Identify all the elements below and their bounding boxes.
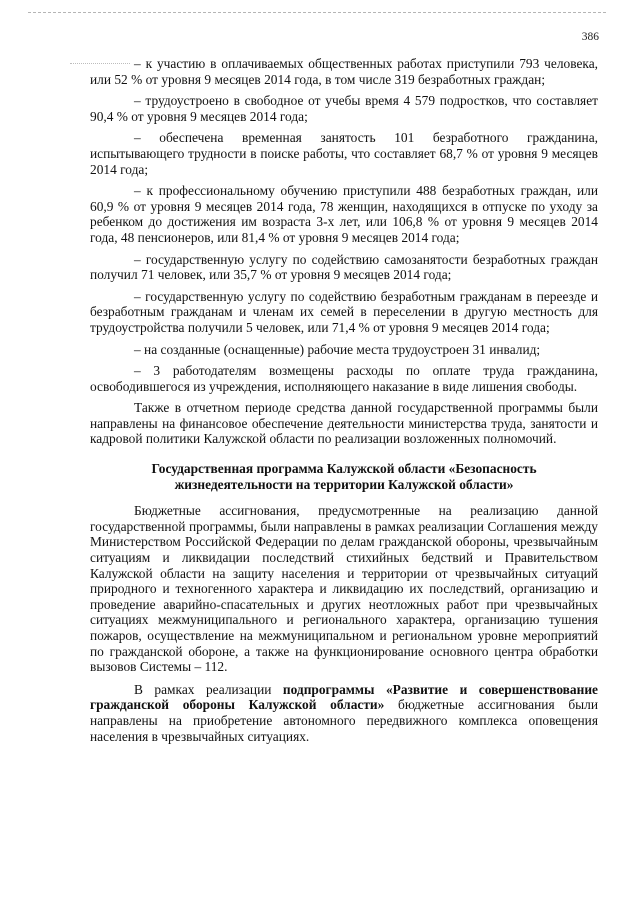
section-heading xyxy=(90,461,598,492)
scan-artifact-line xyxy=(28,12,606,13)
list-item: – на созданные (оснащенные) рабочие места трудоустроен 31 инвалид; xyxy=(134,341,541,357)
list-item: – трудоустроено в свободное от учебы время 4 579 подростков, что составляет 90,4 % от уровня 9 месяцев 2014 года; xyxy=(90,93,598,124)
paragraph-also: Также в отчетном периоде средства данной государственной программы были направлены на финансовое обеспечение деятельности министерства труда, занятости и кадровой политики Калужской области по реализации возложенных полномочий. xyxy=(90,400,598,447)
paragraph-subprogram xyxy=(90,682,598,744)
section-heading-line-1: Государственная программа Калужской области «Безопасность xyxy=(151,461,537,477)
subprogram-text-after: бюджетные ассигнования были направлены на приобретение автономного передвижного комплекса оповещения населения в чрезвычайных ситуациях. xyxy=(90,697,598,744)
document-body xyxy=(90,56,598,751)
list-item: – государственную услугу по содействию самозанятости безработных граждан получил 71 человек, или 35,7 % от уровня 9 месяцев 2014 года; xyxy=(90,251,598,283)
list-item: – обеспечена временная занятость 101 безработного гражданина, испытывающего трудности в поиске работы, что составляет 68,7 % от уровня 9 месяцев 2014 года; xyxy=(90,130,598,177)
list-item: – государственную услугу по содействию безработным гражданам в переезде и безработным гражданам и членам их семей в переселении в другую местность для трудоустройства получили 5 человек, или 71,4 % от уровня 9 месяцев 2014 года; xyxy=(90,288,598,335)
list-item: – к участию в оплачиваемых общественных работах приступили 793 человека, или 52 % от уровня 9 месяцев 2014 года, в том числе 319 безработных граждан; xyxy=(90,56,598,87)
subprogram-text-before: В рамках реализации xyxy=(134,681,283,697)
subprogram-title: подпрограммы «Развитие и совершенствование гражданской обороны Калужской области» xyxy=(90,681,598,713)
section-heading-line-2: жизнедеятельности на территории Калужской области» xyxy=(174,476,514,492)
list-item: – к профессиональному обучению приступили 488 безработных граждан, или 60,9 % от уровня 9 месяцев 2014 года, 78 женщин, находящихся в отпуске по уходу за ребенком до достижения им возраста 3-х лет, или 106,8 % от уровня 9 месяцев 2014 года, 48 пенсионеров, или 81,4 % от уровня 9 месяцев 2014 года; xyxy=(90,183,598,245)
page-number: 386 xyxy=(581,31,599,43)
paragraph-budget: Бюджетные ассигнования, предусмотренные на реализацию данной государственной программы, были направлены в рамках реализации Соглашения между Министерством Российской Федерации по делам гражданской обороны, чрезвычайным ситуациям и ликвидации последствий стихийных бедствий и Правительством Калужской области на защиту населения и территории от чрезвычайных ситуаций природного и техногенного характера и ликвидацию их последствий, организацию и проведение аварийно-спасательных и других неотложных работ при чрезвычайных ситуациях межмуниципального и регионального характера, организацию тушения пожаров, осуществление на межмуниципальном и региональном уровне мероприятий по гражданской обороне, а также на функционирование основного центра обработки вызовов Системы – 112. xyxy=(90,503,598,675)
list-item: – 3 работодателям возмещены расходы по оплате труда гражданина, освободившегося из учреждения, исполняющего наказание в виде лишения свободы. xyxy=(90,363,598,394)
